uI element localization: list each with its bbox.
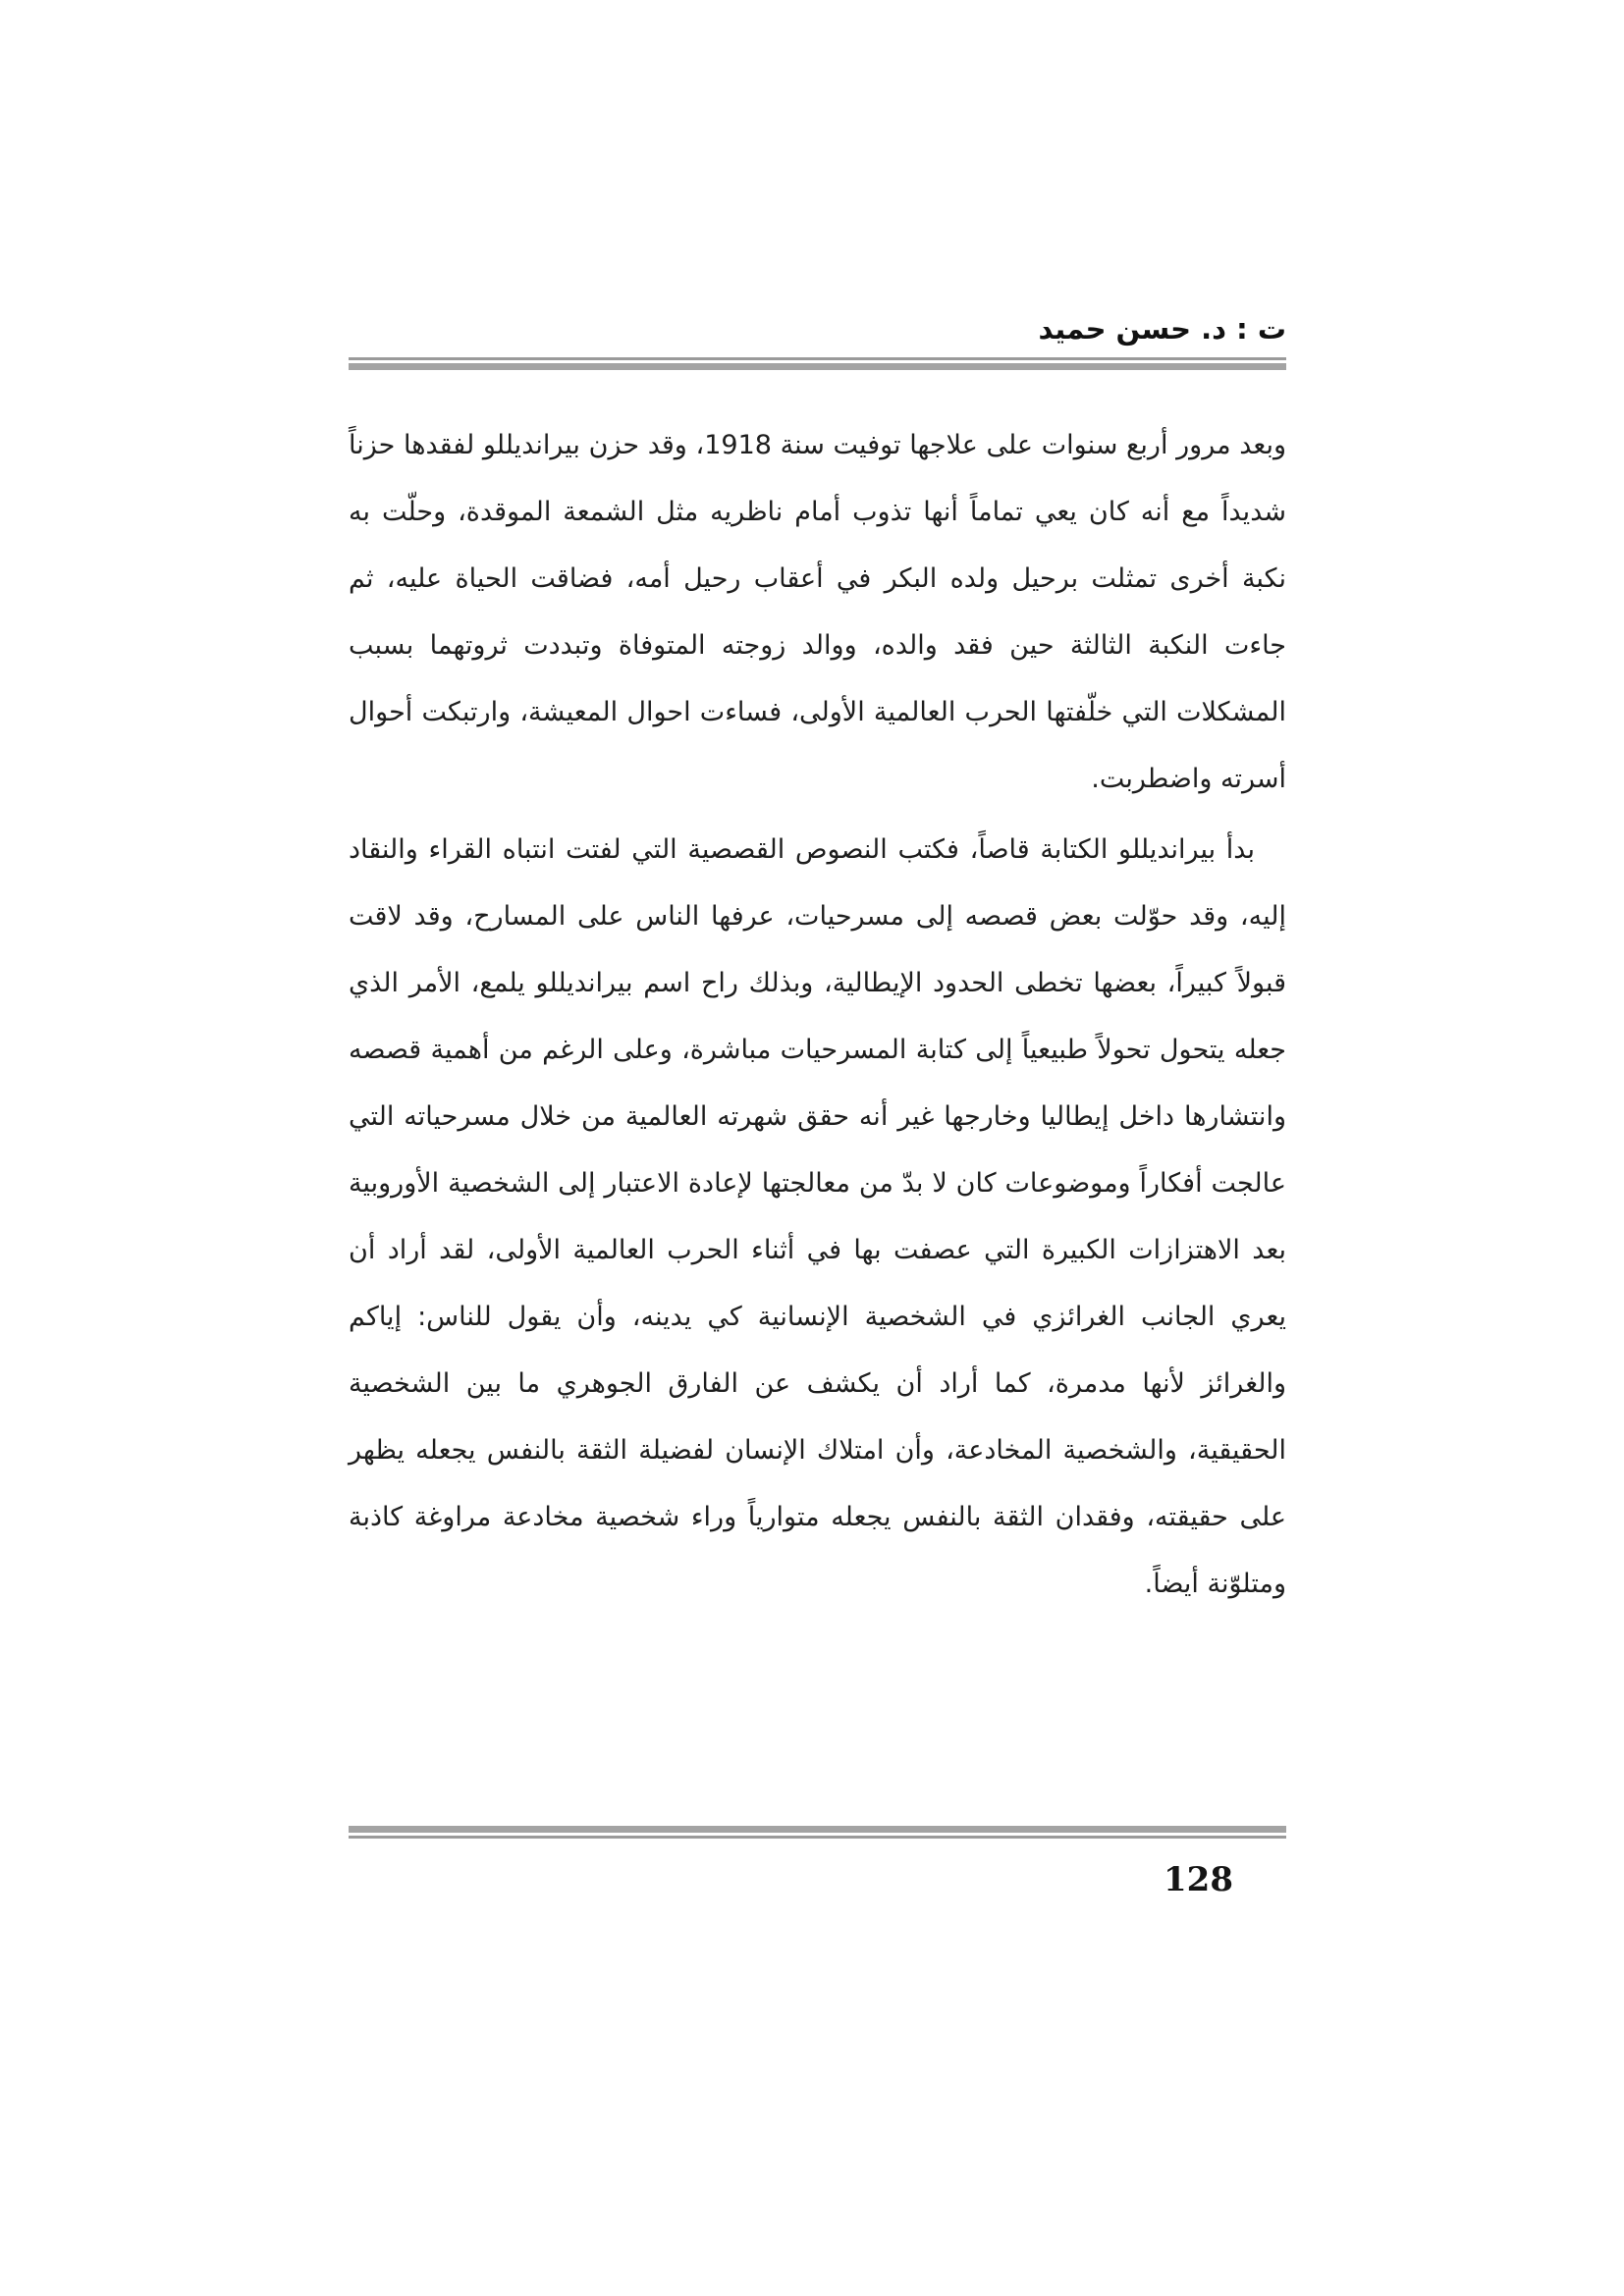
footer-divider-thick-line [349, 1826, 1286, 1833]
paragraph-1: وبعد مرور أربع سنوات على علاجها توفيت سنة 1918، وقد حزن بيرانديللو لفقدها حزناً شديداً مع أنه كان يعي تماماً أنها تذوب أمام ناظريه مثل الشمعة الموقدة، وحلّت به نكبة أخرى تمثلت برحيل ولده البكر في أعقاب رحيل أمه، فضاقت الحياة عليه، ثم جاءت النكبة الثالثة حين فقد والده، ووالد زوجته المتوفاة وتبددت ثروتهما بسبب المشكلات التي خلّفتها الحرب العالمية الأولى، فساءت احوال المعيشة، وارتبكت أحوال أسرته واضطربت. [349, 430, 1286, 794]
body-text [349, 412, 1286, 1618]
footer-divider [349, 1826, 1286, 1839]
header-divider-thick-line [349, 363, 1286, 370]
running-header-author: ت : د. حسن حميد [1038, 312, 1286, 346]
page-number: 128 [1164, 1860, 1233, 1899]
paragraph-2: بدأ بيرانديللو الكتابة قاصاً، فكتب النصوص القصصية التي لفتت انتباه القراء والنقاد إليه، وقد حوّلت بعض قصصه إلى مسرحيات، عرفها الناس على المسارح، وقد لاقت قبولاً كبيراً، بعضها تخطى الحدود الإيطالية، وبذلك راح اسم بيرانديللو يلمع، الأمر الذي جعله يتحول تحولاً طبيعياً إلى كتابة المسرحيات مباشرة، وعلى الرغم من أهمية قصصه وانتشارها داخل إيطاليا وخارجها غير أنه حقق شهرته العالمية من خلال مسرحياته التي عالجت أفكاراً وموضوعات كان لا بدّ من معالجتها لإعادة الاعتبار إلى الشخصية الأوروبية بعد الاهتزازات الكبيرة التي عصفت بها في أثناء الحرب العالمية الأولى، لقد أراد أن يعري الجانب الغرائزي في الشخصية الإنسانية كي يدينه، وأن يقول للناس: إياكم والغرائز لأنها مدمرة، كما أراد أن يكشف عن الفارق الجوهري ما بين الشخصية الحقيقية، والشخصية المخادعة، وأن امتلاك الإنسان لفضيلة الثقة بالنفس يجعله يظهر على حقيقته، وفقدان الثقة بالنفس يجعله متوارياً وراء شخصية مخادعة مراوغة كاذبة ومتلوّنة أيضاً. [349, 834, 1286, 1599]
header-divider [349, 357, 1286, 370]
footer-divider-thin-line [349, 1836, 1286, 1839]
